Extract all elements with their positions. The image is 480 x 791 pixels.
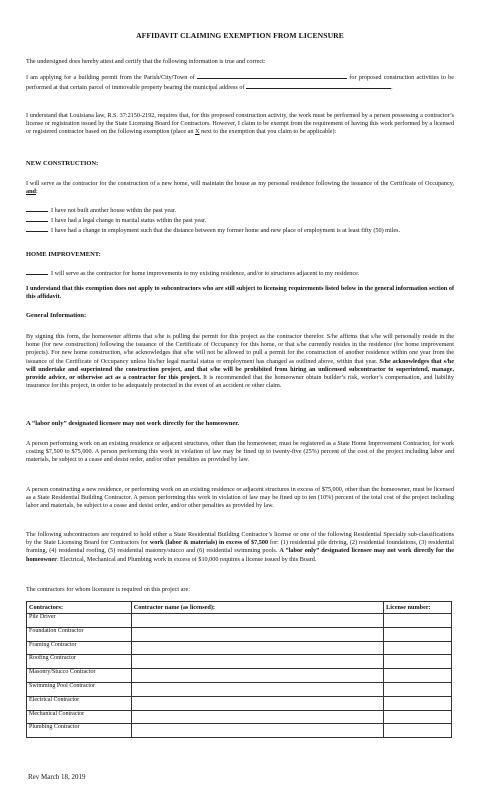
- contractor-type-cell: Plumbing Contractor: [27, 724, 132, 738]
- contractor-name-cell[interactable]: [131, 682, 383, 696]
- table-intro: The contractors for whom licensure is required on this project are:: [26, 586, 190, 593]
- contractor-name-cell[interactable]: [131, 614, 383, 628]
- permit-text-a: I am applying for a building permit from the Parish/City/Town of: [26, 74, 195, 81]
- contractor-type-cell: Pile Driver: [27, 614, 132, 628]
- table-row: [27, 655, 452, 669]
- revision-date: Rev March 18, 2019: [28, 773, 86, 781]
- contractor-type-cell: Swimming Pool Contractor: [27, 682, 132, 696]
- checkbox-blank[interactable]: [26, 205, 48, 212]
- sub-text-a: The following subcontractors are required to hold either a State Residential Building Contractor’s license or one of the following Residential Specialty sub-classifications by the State Licensing Board for Contractors for: [26, 531, 454, 547]
- intro-text: The undersigned does hereby attest and certify that the following information is true and correct:: [26, 58, 266, 65]
- permit-text-b: for proposed construction activities to be performed at that certain parcel of immovable property bearing the municipal address of: [26, 74, 455, 92]
- table-row: [27, 710, 452, 724]
- option-label: I will serve as the contractor for home improvements to my existing residence, and/or to structures adjacent to my residence.: [51, 270, 360, 277]
- license-number-cell[interactable]: [384, 669, 452, 683]
- general-text-bold: S/he acknowledges that s/he will undertake and superintend the construction project, and that s/he will be prohibited from hiring an unlicensed subcontractor to superintend, manage, provide advice, or otherwise act as a contractor for this project.: [26, 357, 454, 382]
- law-paragraph: [26, 112, 454, 137]
- table-row: [27, 682, 452, 696]
- new-construction-options: [26, 205, 454, 236]
- new-construction-heading: NEW CONSTRUCTION:: [26, 160, 99, 167]
- home-improvement-option[interactable]: [26, 268, 454, 278]
- checkbox-blank[interactable]: [26, 215, 48, 222]
- col-header-license-number: License number:: [384, 602, 452, 614]
- contractor-name-cell[interactable]: [131, 724, 383, 738]
- sub-text-e: . Electrical, Mechanical and Plumbing work in excess of $10,000 requires a license issued by this Board.: [56, 555, 317, 563]
- table-row: [27, 696, 452, 710]
- license-number-cell[interactable]: [384, 724, 452, 738]
- new-option-2[interactable]: [26, 215, 454, 225]
- contractor-name-cell[interactable]: [131, 627, 383, 641]
- new-construction-text: [26, 180, 454, 196]
- law-text-a: I understand that Louisiana law, R.S. 37:2150-2192, requires that, for this proposed construction activity, the work must be performed by a person possessing a contractor’s license or registration issued by the State Licensing Board for Contractors. However, I claim to be exempt from the requirement of having this work performed by a licensed or registered contractor based on the following exemption (place an: [26, 112, 454, 136]
- contractor-name-cell[interactable]: [131, 669, 383, 683]
- contractor-type-cell: Mechanical Contractor: [27, 710, 132, 724]
- residential-paragraph: A person constructing a new residence, or performing work on an existing residence or adjacent structures in excess of $75,000, other than the homeowner, must be licensed as a State Residential Building Contractor. A person performing this work in violation of law may be fined up to ten (10%) percent of the total cost of the project including labor and materials, be subject to a cease and desist order, and/or other penalties as provided by law.: [26, 486, 454, 510]
- checkbox-blank[interactable]: [26, 225, 48, 232]
- contractor-name-cell[interactable]: [131, 710, 383, 724]
- law-text-b: next to the exemption that you claim to be applicable):: [201, 128, 337, 136]
- contractor-type-cell: Framing Contractor: [27, 641, 132, 655]
- contractor-type-cell: Electrical Contractor: [27, 696, 132, 710]
- license-number-cell[interactable]: [384, 614, 452, 628]
- law-x-mark: X: [195, 128, 200, 136]
- col-header-contractors: Contractors:: [27, 602, 132, 614]
- sub-text-labor-bold: A “labor only” designated licensee may not work directly for the homeowner: [26, 547, 454, 563]
- license-number-cell[interactable]: [384, 641, 452, 655]
- table-header-row: [27, 602, 452, 614]
- contractor-type-cell: Foundation Contractor: [27, 627, 132, 641]
- sub-text-bold: work (labor & materials) in excess of $7,500: [149, 539, 269, 547]
- general-info-heading: General Information:: [26, 312, 87, 319]
- new-construction-statement: I will serve as the contractor for the construction of a new home, will maintain the house as my personal residence following the issuance of the Certificate of Occupancy,: [26, 180, 454, 187]
- home-improvement-paragraph: A person performing work on an existing residence or adjacent structures, other than the homeowner, must be registered as a State Home Improvement Contractor, for work costing $7,500 to $75,000. A person performing this work in violation of law may be fined up to twenty-five (25%) percent of the cost of the project including labor and materials, be subject to a cease and desist order, and/or other penalties as provided by law.: [26, 440, 454, 464]
- general-text-c: It is recommended that the homeowner obtain builder’s risk, worker’s compensation, and liability insurance for this project, in order to be adequately protected in the event of an accident or other claim.: [26, 374, 454, 390]
- contractor-table: [26, 601, 452, 738]
- table-row: [27, 669, 452, 683]
- parish-blank[interactable]: [197, 72, 347, 79]
- license-number-cell[interactable]: [384, 682, 452, 696]
- home-improvement-heading: HOME IMPROVEMENT:: [26, 251, 101, 258]
- license-number-cell[interactable]: [384, 696, 452, 710]
- sub-text-c: for: (1) residential pile driving, (2) residential foundations, (3) residential framing, (4) residential roofing, (5) residential masonry/stucco and (6) residential swimming pools.: [26, 539, 455, 555]
- license-number-cell[interactable]: [384, 655, 452, 669]
- new-option-1[interactable]: [26, 205, 454, 215]
- table-row: [27, 627, 452, 641]
- contractor-type-cell: Roofing Contractor: [27, 655, 132, 669]
- license-number-cell[interactable]: [384, 627, 452, 641]
- table-row: [27, 724, 452, 738]
- contractor-name-cell[interactable]: [131, 696, 383, 710]
- table-row: [27, 614, 452, 628]
- table-row: [27, 641, 452, 655]
- and-emphasis: and: [26, 188, 36, 196]
- general-text-a: By signing this form, the homeowner affirms that s/he is pulling the permit for this project as the contractor therefor. S/he affirms that s/he will personally reside in the home (for new construction) following the issuance of the Certificate of Occupancy for this home, or that s/he currently resides in the residence (for home improvement projects). For new home construction, s/he acknowledges that s/he will not be allowed to pull a permit for the construction of another residence within one year from the issuance of the Certificate of Occupancy unless his/her legal marital status or employment has changed as outlined above, within that year.: [26, 333, 454, 365]
- document-title: AFFIDAVIT CLAIMING EXEMPTION FROM LICENSURE: [136, 31, 344, 40]
- option-label: I have not built another house within the past year.: [51, 207, 177, 214]
- general-info-paragraph: [26, 333, 454, 390]
- contractor-name-cell[interactable]: [131, 641, 383, 655]
- permit-paragraph: I am applying for a building permit from the Parish/City/Town of for proposed construction activities to be performed at that certain parcel of immovable property bearing the municipal address of .: [26, 74, 455, 92]
- checkbox-blank[interactable]: [26, 268, 48, 275]
- table-body: [27, 614, 452, 738]
- option-label: I have had a legal change in marital status within the past year.: [51, 217, 207, 225]
- subcontractor-paragraph: [26, 531, 454, 564]
- col-header-contractor-name: Contractor name (as licensed):: [131, 602, 383, 614]
- subcontractor-note: I understand that this exemption does not apply to subcontractors who are still subject to licensing requirements listed below in the general information section of this affidavit.: [26, 285, 454, 301]
- address-blank[interactable]: [246, 82, 391, 89]
- colon: :: [35, 188, 38, 196]
- license-number-cell[interactable]: [384, 710, 452, 724]
- contractor-type-cell: Masonry/Stucco Contractor: [27, 669, 132, 683]
- option-label: I have had a change in employment such that the distance between my former home and new place of employment is at least fifty (50) miles.: [51, 227, 401, 235]
- labor-only-heading: A “labor only” designated licensee may not work directly for the homeowner.: [26, 420, 240, 427]
- contractor-name-cell[interactable]: [131, 655, 383, 669]
- new-option-3[interactable]: [26, 225, 454, 235]
